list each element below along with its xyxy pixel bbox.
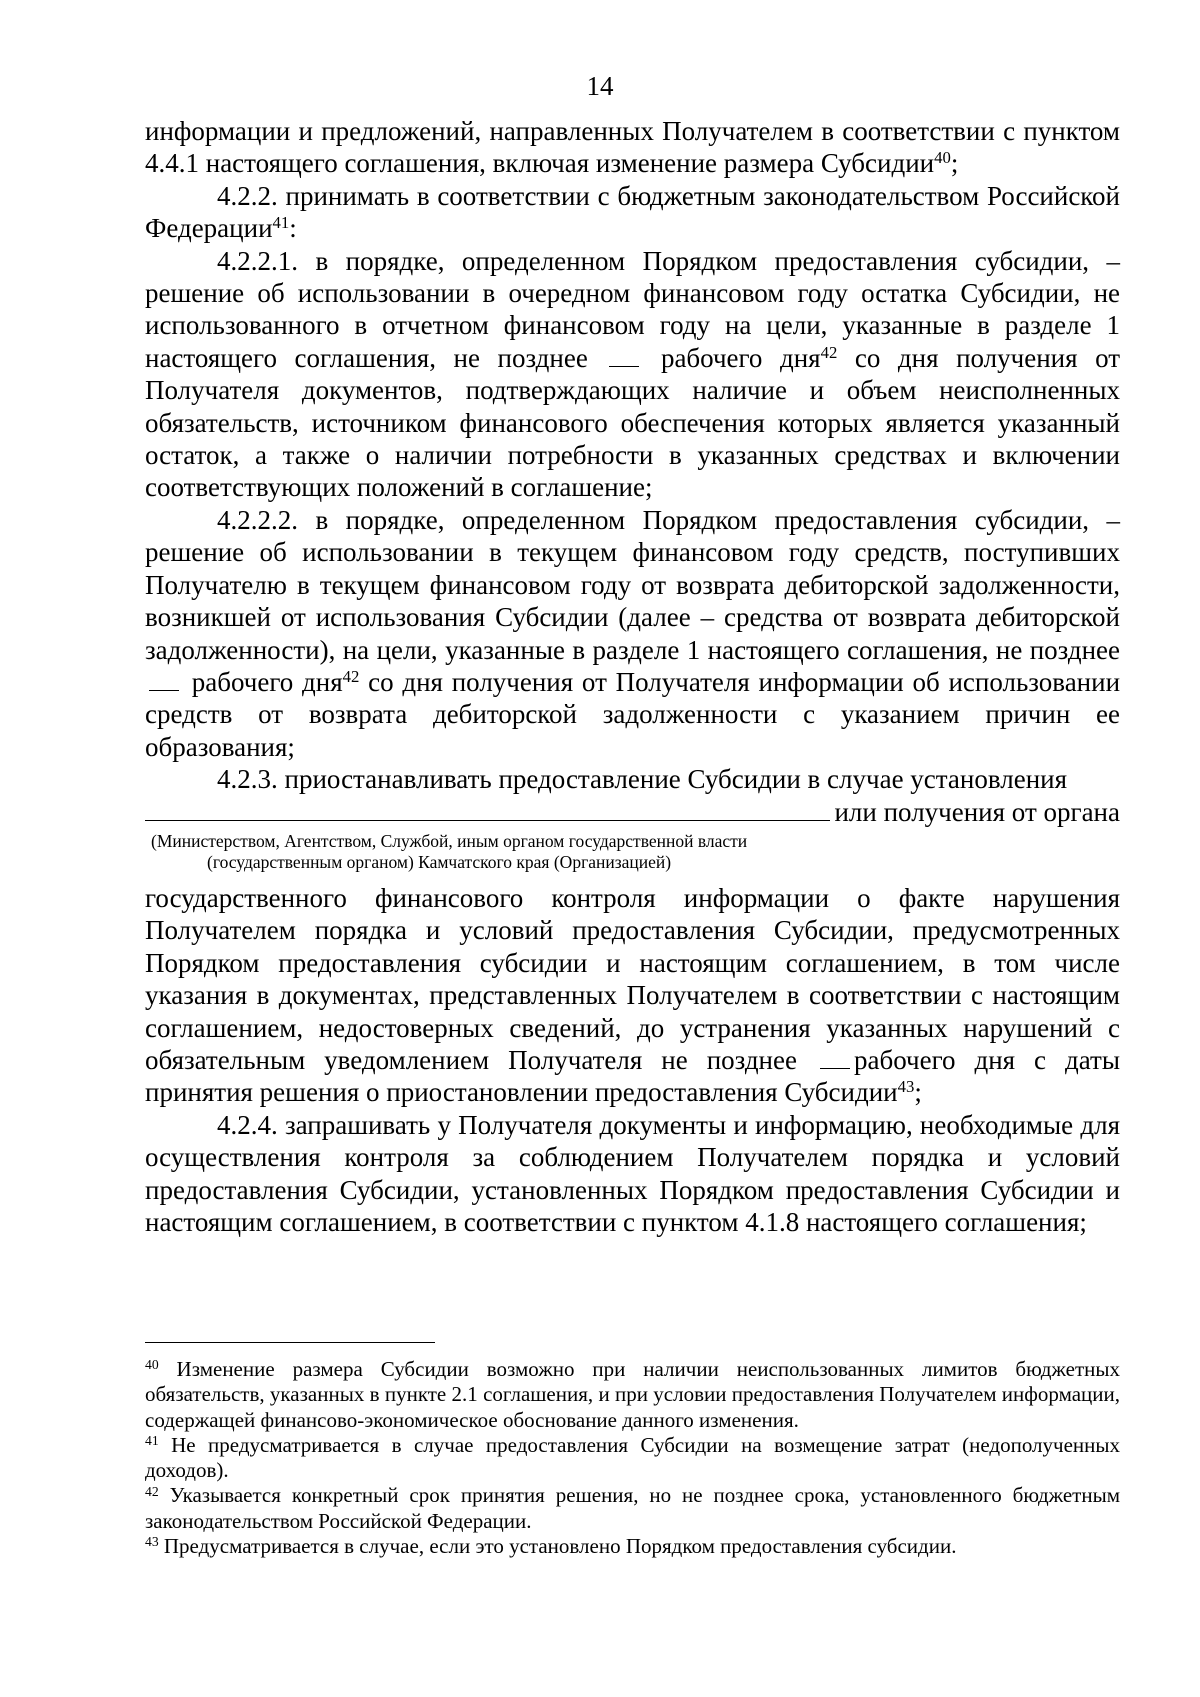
footnote-ref-40: 40 xyxy=(934,148,951,168)
footnote-ref-43: 43 xyxy=(897,1077,915,1097)
fill-in-line: или получения от органа xyxy=(145,796,1120,828)
footnote-42: $^{42}$ Указывается конкретный срок принятия решения, но не позднее срока, установленного бюджетным законодательством Российской Федерации. xyxy=(145,1483,1120,1533)
paragraph-4-2-2: 4.2.2. принимать в соответствии с бюджетным законодательством Российской Федерации$^{41}$: xyxy=(145,180,1120,244)
paragraph-4-2-4: 4.2.4. запрашивать у Получателя документы и информацию, необходимые для осуществления контроля за соблюдением Получателем порядка и условий предоставления Субсидии, установленных Порядком предоставления Субсидии и настоящим соглашением, в соответствии с пунктом 4.1.8 настоящего соглашения; xyxy=(145,1109,1120,1237)
footnote-ref-42: 42 xyxy=(342,666,360,686)
blank-line xyxy=(149,688,179,691)
document-body xyxy=(145,115,1120,1238)
blank-line xyxy=(145,798,830,821)
paragraph-4-2-3-continuation: государственного финансового контроля информации о факте нарушения Получателем порядка и условий предоставления Субсидии, предусмотренных Порядком предоставления субсидии и настоящим соглашением, в том числе указания в документах, представленных Получателем в соответствии с настоящим соглашением, недостоверных сведений, до устранения указанных нарушений с обязательным уведомлением Получателя не позднее рабочего дня с даты принятия решения о приостановлении предоставления Субсидии$^{43}$; xyxy=(145,882,1120,1108)
footnotes xyxy=(145,1357,1120,1559)
footnote-divider xyxy=(145,1342,435,1343)
footnote-41: $^{41}$ Не предусматривается в случае предоставления Субсидии на возмещение затрат (недополученных доходов). xyxy=(145,1432,1121,1483)
footnote-ref-42: 42 xyxy=(820,342,838,362)
footnote-43: $^{43}$ Предусматривается в случае, если это установлено Порядком предоставления субсидии. xyxy=(145,1534,957,1559)
paragraph-4-2-2-1: 4.2.2.1. в порядке, определенном Порядком предоставления субсидии, – решение об использовании в очередном финансовом году остатка Субсидии, не использованного в отчетном финансовом году на цели, указанные в разделе 1 настоящего соглашения, не позднее рабочего дня$^{42}$ со дня получения от Получателя документов, подтверждающих наличие и объем неисполненных обязательств, источником финансового обеспечения которых является указанный остаток, а также о наличии потребности в указанных средствах и включении соответствующих положений в соглашение; xyxy=(145,245,1121,503)
paragraph-4-2-3: 4.2.3. приостанавливать предоставление Субсидии в случае установления xyxy=(217,764,1068,795)
fill-in-caption: (Министерством, Агентством, Службой, иным органом государственной власти (государственным органом) Камчатского края (Организацией) xyxy=(151,830,748,872)
footnote-ref-41: 41 xyxy=(272,213,290,233)
blank-line xyxy=(609,364,639,367)
paragraph-4-2-2-2: 4.2.2.2. в порядке, определенном Порядком предоставления субсидии, – решение об использовании в текущем финансовом году средств, поступивших Получателю в текущем финансовом году от возврата дебиторской задолженности, возникшей от использования Субсидии (далее – средства от возврата дебиторской задолженности), на цели, указанные в разделе 1 настоящего соглашения, не позднее рабочего дня$^{42}$ со дня получения от Получателя информации об использовании средств от возврата дебиторской задолженности с указанием причин ее образования; xyxy=(145,504,1121,762)
footnote-40: $^{40}$ Изменение размера Субсидии возможно при наличии неиспользованных лимитов бюджетных обязательств, указанных в пункте 2.1 соглашения, и при условии предоставления Получателем информации, содержащей финансово-экономическое обоснование данного изменения. xyxy=(145,1357,1120,1432)
page-number: 14 xyxy=(586,71,614,101)
blank-line xyxy=(820,1066,850,1069)
paragraph-continuation: информации и предложений, направленных Получателем в соответствии с пунктом 4.4.1 настоящего соглашения, включая изменение размера Субсидии$^{40}$; xyxy=(145,116,1120,179)
